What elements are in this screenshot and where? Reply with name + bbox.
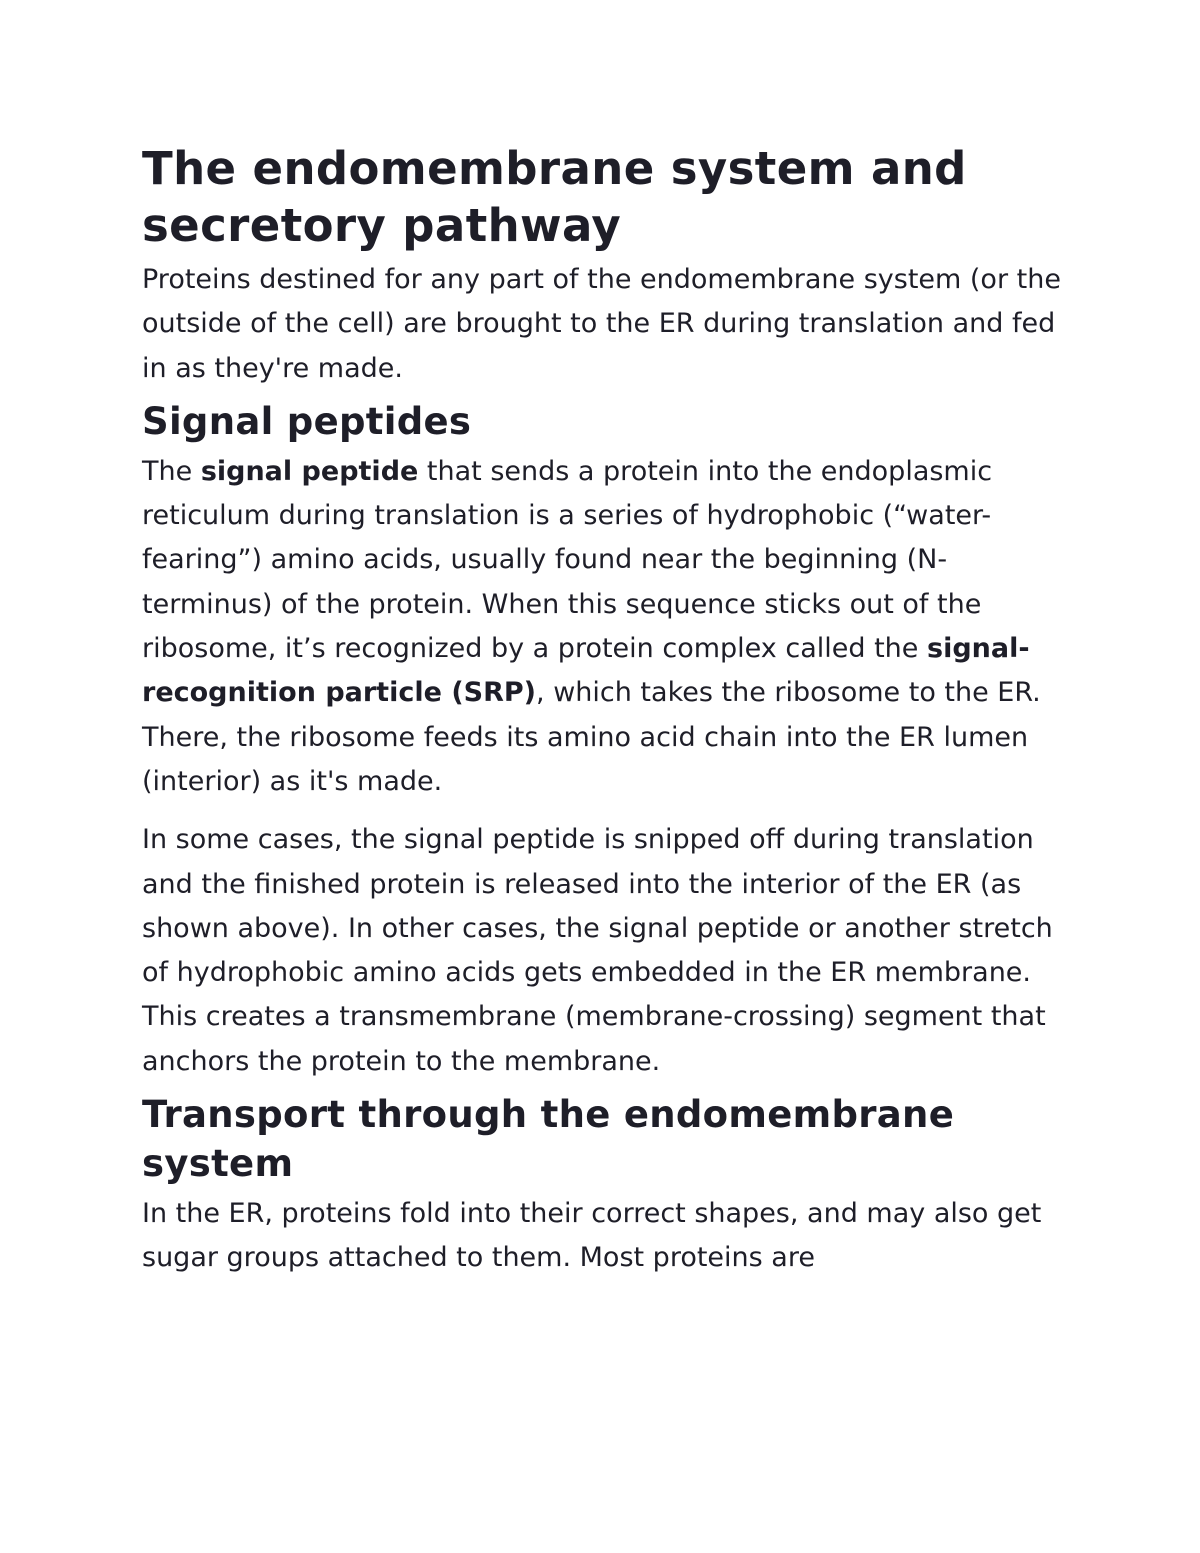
bold-term-signal-peptide: signal peptide xyxy=(200,455,419,487)
document-page xyxy=(142,140,1062,1281)
text-run: , which takes the ribosome to the ER. There, the ribosome feeds its amino acid chain into the ER lumen (interior) as it's made. xyxy=(142,677,1041,797)
intro-paragraph: Proteins destined for any part of the endomembrane system (or the outside of the cell) are brought to the ER during translation and fed in as they're made. xyxy=(142,264,1061,384)
signal-peptides-paragraph-2: In some cases, the signal peptide is snipped off during translation and the finished protein is released into the interior of the ER (as shown above). In other cases, the signal peptide or another stretch of hydrophobic amino acids gets embedded in the ER membrane. This creates a transmembrane (membrane-crossing) segment that anchors the protein to the membrane. xyxy=(142,824,1053,1077)
section-heading-signal-peptides: Signal peptides xyxy=(142,399,472,443)
section-heading-transport: Transport through the endomembrane system xyxy=(142,1093,955,1186)
text-run: that sends a protein into the endoplasmic reticulum during translation is a series of hydrophobic (“water-fearing”) amino acids, usually found near the beginning (N-terminus) of the protein. When this sequence sticks out of the ribosome, it’s recognized by a protein complex called the xyxy=(142,455,993,665)
bold-term-srp: signal-recognition particle (SRP) xyxy=(142,633,1030,709)
document-title: The endomembrane system and secretory pathway xyxy=(142,142,967,252)
text-run: The xyxy=(142,455,201,487)
signal-peptides-paragraph-1 xyxy=(142,450,1062,804)
transport-paragraph-1: In the ER, proteins fold into their correct shapes, and may also get sugar groups attached to them. Most proteins are xyxy=(142,1198,1042,1274)
